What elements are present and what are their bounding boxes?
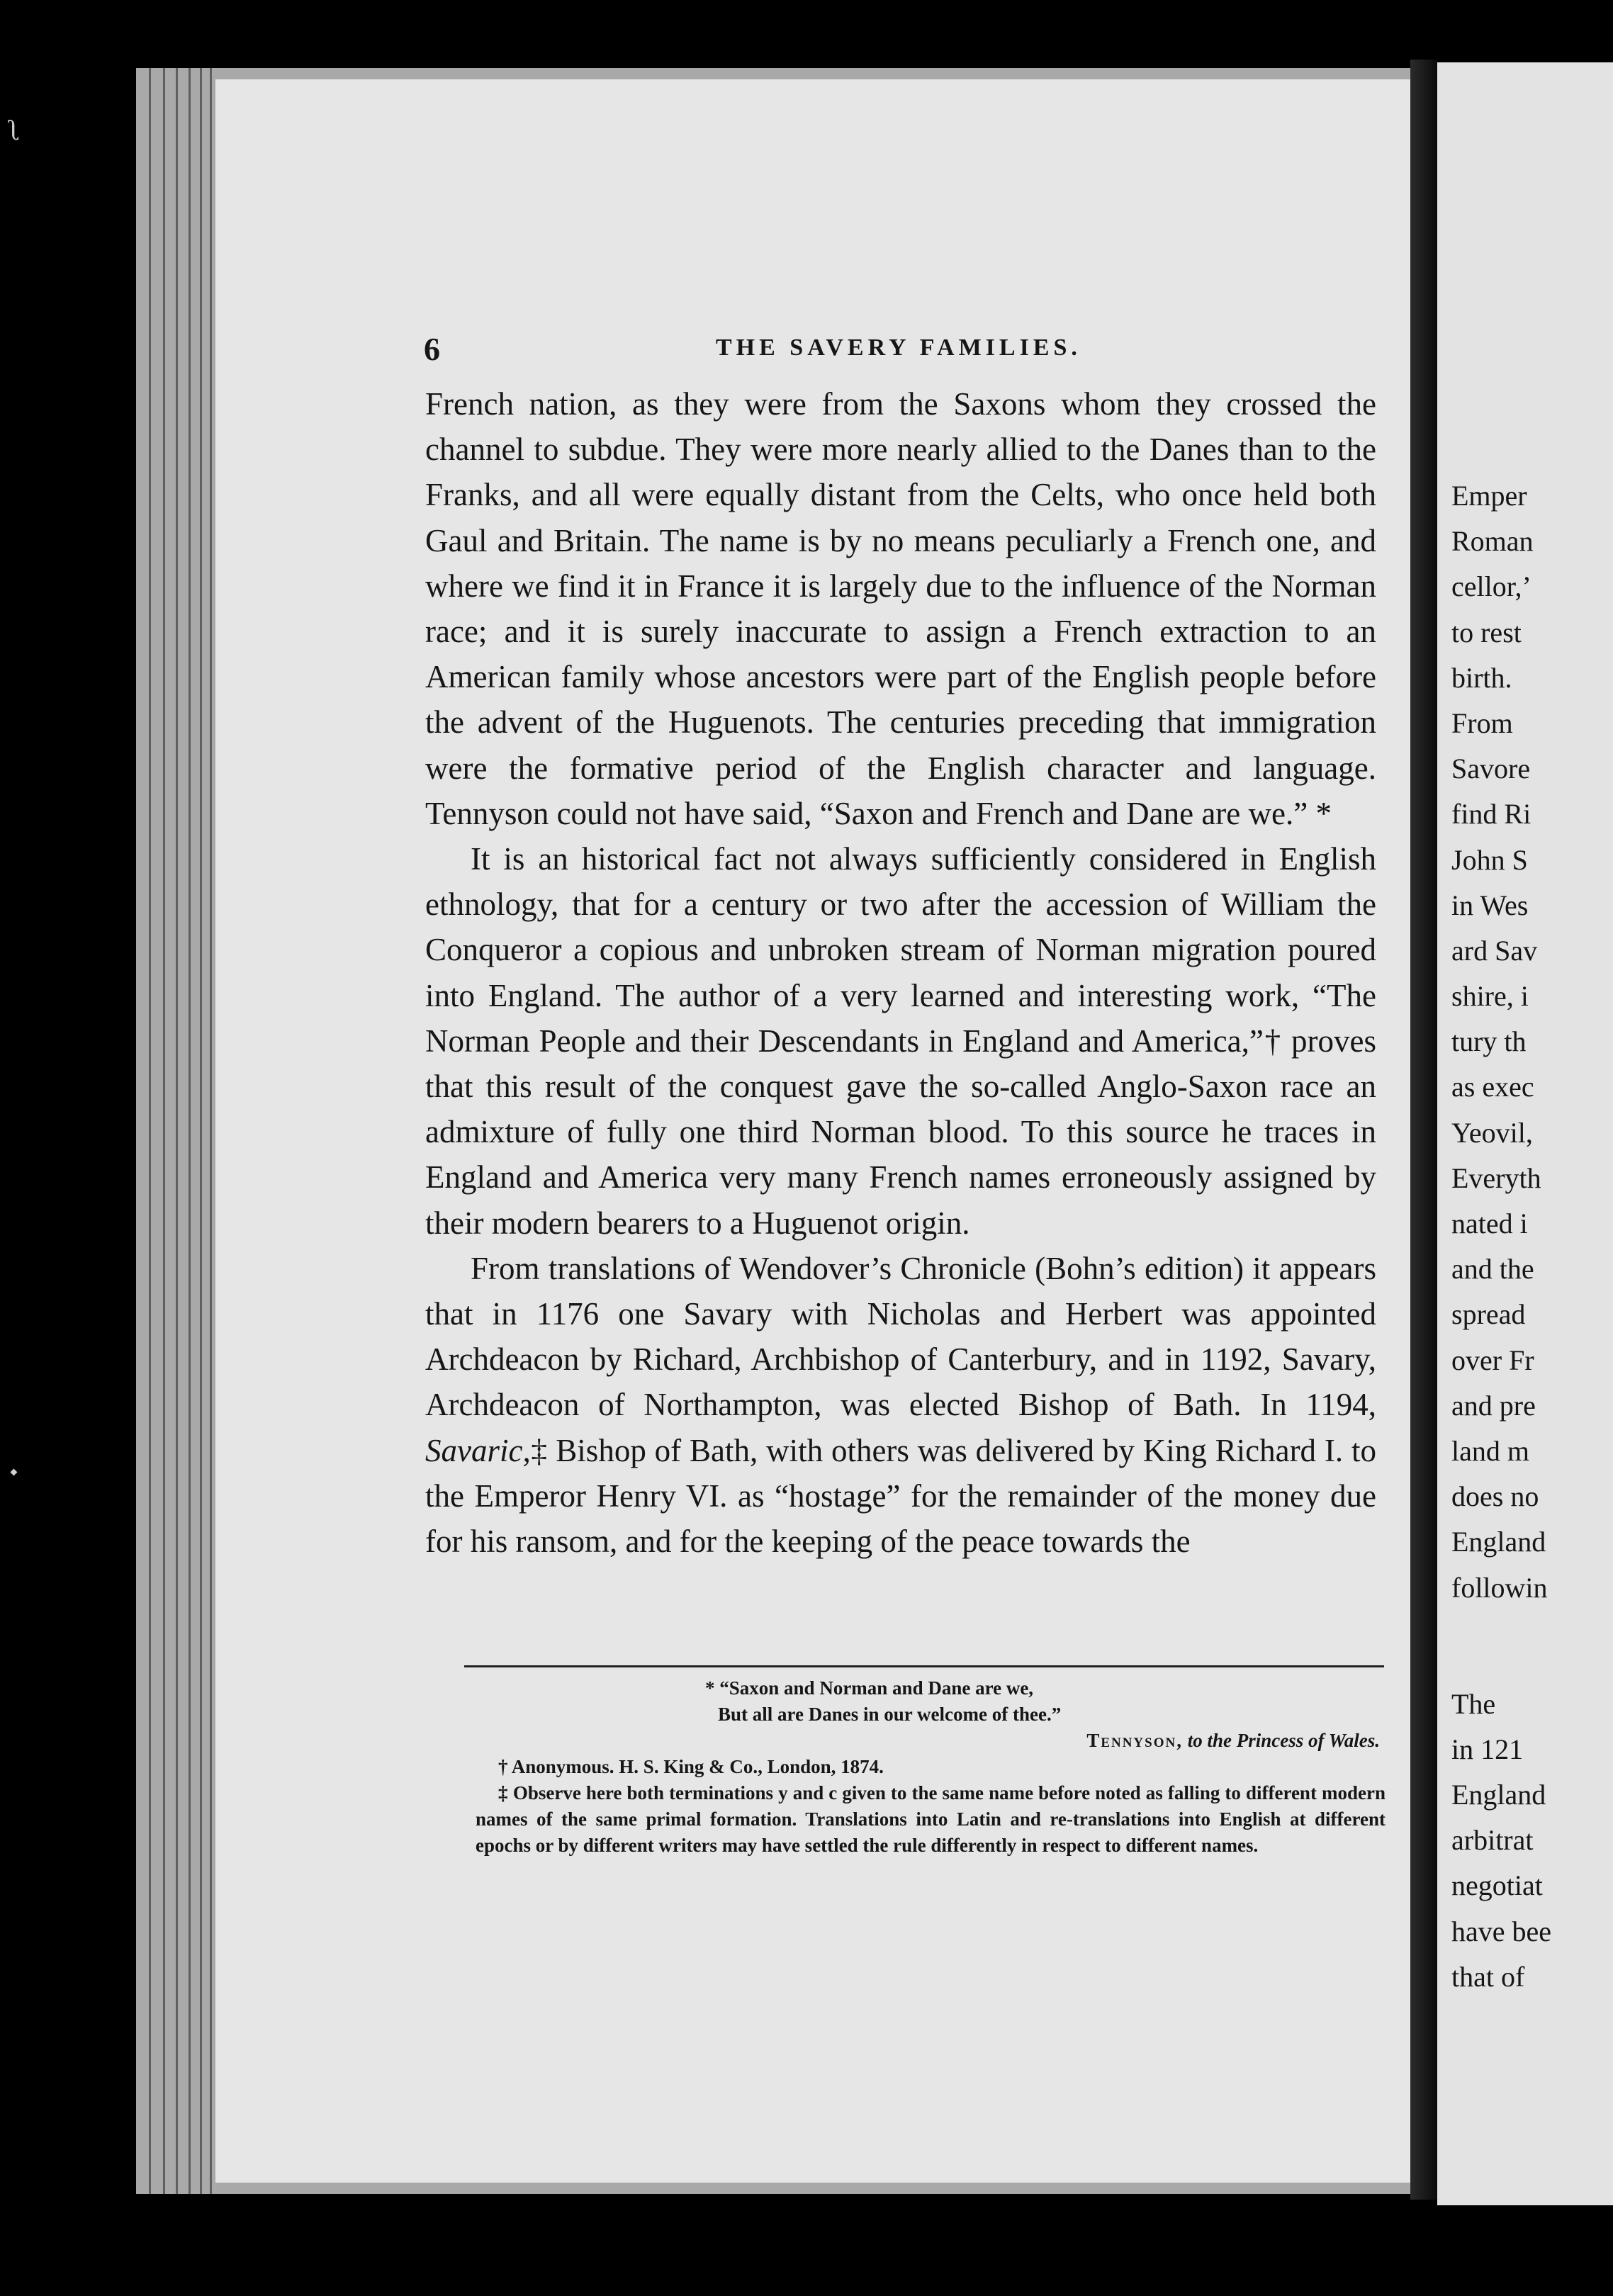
facing-line: nated i [1451, 1208, 1528, 1239]
facing-line: From [1451, 707, 1513, 739]
facing-line: ard Sav [1451, 934, 1538, 967]
footnote-double-dagger: ‡ Observe here both terminations y and c given to the same name before noted as falling to different modern names of the same primal formation. Translations into Latin and re-translations into English at different epochs or by different writers may have settled the rule differently in respect to different names. [476, 1782, 1386, 1856]
facing-line: Everyth [1451, 1161, 1541, 1194]
facing-line: does no [1451, 1480, 1539, 1513]
footnote-verse-1: * “Saxon and Norman and Dane are we, [705, 1677, 1034, 1699]
facing-line: and the [1451, 1253, 1534, 1285]
facing-line: Savore [1451, 753, 1531, 785]
paragraph-2: It is an historical fact not always sufficiently considered in English ethnology, that for a century or two after the accession of William the Conqueror a copious and unbroken stream of Norman migration poured into England. The author of a very learned and interesting work, “The Norman People and their Descendants in England and America,”† proves that this result of the conquest gave the so-called Anglo-Saxon race an admixture of fully one third Norman blood. To this source he traces in England and America very many French names erroneously assigned by their modern bearers to a Huguenot origin. [425, 841, 1376, 1241]
facing-line: spread [1451, 1298, 1526, 1331]
paragraph-3-text: From translations of Wendover’s Chronicle (Bohn’s edition) it appears that in 1176 one Savary with Nicholas and Herbert was appointed Archdeacon by Richard, Archbishop of Canterbury, and in 1192, Savary, Archdeacon of Northampton, was elected Bishop of Bath. In 1194, [425, 1250, 1376, 1423]
footnote-attribution [464, 1728, 1386, 1754]
facing-line [1451, 1611, 1613, 1682]
facing-line: have bee [1451, 1915, 1552, 1947]
facing-line: England [1451, 1779, 1546, 1811]
paragraph-3-continued: ‡ Bishop of Bath, with others was delivered by King Richard I. to the Emperor Henry VI. as “hostage” for the remainder of the money due for his ransom, and for the keeping of the peace towards the [425, 1432, 1376, 1560]
facing-line: The [1451, 1687, 1496, 1720]
facing-line: followin [1451, 1571, 1548, 1604]
footnote-divider [464, 1665, 1384, 1667]
main-text [425, 381, 1376, 1564]
facing-line: to rest [1451, 616, 1522, 648]
facing-line: Roman [1451, 525, 1534, 558]
page-number: 6 [424, 331, 440, 367]
margin-mark-top: ʅ [9, 114, 21, 146]
facing-line: shire, i [1451, 980, 1529, 1013]
facing-line: Yeovil, [1451, 1116, 1533, 1149]
facing-line: land m [1451, 1434, 1529, 1467]
facing-line: that of [1451, 1960, 1525, 1993]
footnote-verse-2: But all are Danes in our welcome of thee.” [718, 1704, 1062, 1725]
facing-line: as exec [1451, 1071, 1534, 1103]
facing-line: arbitrat [1451, 1824, 1534, 1857]
attribution-work: to the Princess of Wales. [1187, 1730, 1380, 1751]
margin-mark-mid: ⬩ [10, 1460, 18, 1483]
facing-line: negotiat [1451, 1869, 1543, 1902]
footnote-dagger: † Anonymous. H. S. King & Co., London, 1874. [498, 1756, 884, 1777]
facing-line: Emper [1451, 480, 1527, 512]
facing-line: John S [1451, 843, 1528, 876]
facing-line: in 121 [1451, 1733, 1524, 1765]
facing-line: find Ri [1451, 798, 1531, 831]
paragraph-3 [425, 1246, 1376, 1564]
italic-savaric: Savaric, [425, 1432, 531, 1468]
attribution-author: Tennyson, [1086, 1730, 1183, 1751]
header-title: THE SAVERY FAMILIES. [716, 334, 1081, 361]
facing-line: over Fr [1451, 1344, 1534, 1376]
facing-page-text [1451, 473, 1613, 2000]
facing-page [1437, 62, 1613, 2205]
facing-line: tury th [1451, 1025, 1527, 1058]
facing-line: birth. [1451, 661, 1512, 694]
facing-line: England [1451, 1526, 1546, 1558]
facing-line: cellor,’ [1451, 570, 1531, 603]
footnotes [464, 1675, 1386, 1859]
paragraph-1: French nation, as they were from the Saxons whom they crossed the channel to subdue. They were more nearly allied to the Danes than to the Franks, and all were equally distant from the Celts, who once held both Gaul and Britain. The name is by no means peculiarly a French one, and where we find it in France it is largely due to the influence of the Norman race; and it is surely inaccurate to assign a French extraction to an American family whose ancestors were part of the English people before the advent of the Huguenots. The centuries preceding that immigration were the formative period of the English character and language. Tennyson could not have said, “Saxon and French and Dane are we.” * [425, 386, 1376, 831]
running-head [424, 330, 1381, 373]
facing-line: and pre [1451, 1389, 1536, 1422]
facing-line: in Wes [1451, 889, 1529, 921]
book-spine [1410, 60, 1437, 2200]
